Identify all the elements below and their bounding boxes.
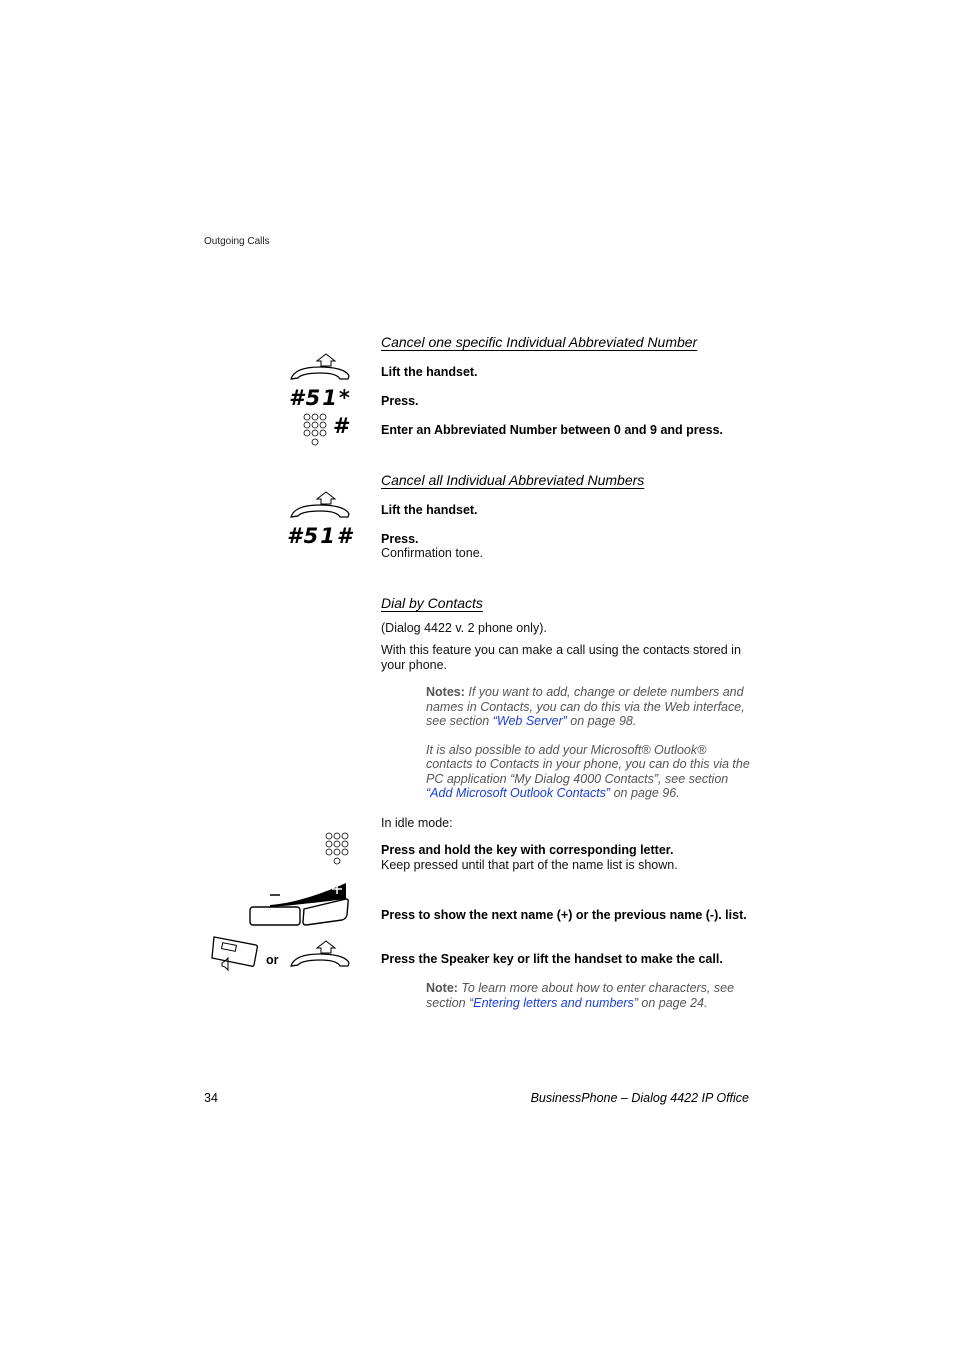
notes-block	[426, 685, 756, 801]
notes-label: Notes:	[426, 685, 465, 699]
section-heading-dial-by-contacts: Dial by Contacts	[381, 595, 483, 611]
step-press-hold: Press and hold the key with corresponding letter.	[381, 843, 674, 857]
entering-letters-link[interactable]: Entering letters and numbers	[473, 995, 634, 1010]
note-block	[426, 981, 746, 1010]
model-note: (Dialog 4422 v. 2 phone only).	[381, 621, 547, 635]
section-heading-cancel-one: Cancel one specific Individual Abbreviated Number	[381, 334, 698, 350]
section-heading-cancel-all: Cancel all Individual Abbreviated Numbers	[381, 472, 645, 488]
page-number: 34	[204, 1091, 218, 1105]
step-enter-number: Enter an Abbreviated Number between 0 and 9 and press.	[381, 423, 723, 437]
step-press-2: Press.	[381, 532, 419, 546]
footer-title: BusinessPhone – Dialog 4422 IP Office	[530, 1091, 749, 1105]
web-server-link[interactable]: “Web Server”	[492, 714, 567, 728]
notes-paragraph-1	[426, 685, 756, 729]
step-press-hold-sub: Keep pressed until that part of the name list is shown.	[381, 858, 678, 872]
step-lift-handset: Lift the handset.	[381, 365, 478, 379]
volume-keys-icon	[248, 881, 352, 929]
step-scroll: Press to show the next name (+) or the previous name (-). list.	[381, 908, 747, 922]
handset-lift-icon	[288, 490, 352, 520]
or-label: or	[266, 953, 279, 967]
step-make-call: Press the Speaker key or lift the handset to make the call.	[381, 952, 723, 966]
speaker-key-icon	[210, 935, 262, 973]
key-code-51-hash: #51#	[287, 524, 354, 548]
notes-text: on page 96.	[610, 786, 680, 800]
notes-paragraph-2	[426, 743, 756, 801]
outlook-contacts-link[interactable]: “Add Microsoft Outlook Contacts”	[426, 786, 611, 800]
handset-lift-icon	[288, 939, 352, 969]
key-code-51-star: #51*	[289, 386, 352, 410]
note-text: To learn more about how to enter characters, see section “	[426, 981, 735, 1010]
hash-key: #	[333, 414, 353, 438]
notes-text: It is also possible to add your Microsoft® Outlook® contacts to Contacts in your phone, you can do this via the PC application “My Dialog 4000 Contacts”, see section	[426, 742, 750, 786]
notes-text: If you want to add, change or delete numbers and names in Contacts, you can do this via the Web interface, see section	[426, 685, 745, 728]
note-text: ” on page 24.	[633, 995, 708, 1010]
intro-text: With this feature you can make a call using the contacts stored in your phone.	[381, 643, 741, 672]
notes-text: on page 98.	[566, 714, 637, 728]
keypad-icon	[325, 832, 351, 866]
step-press: Press.	[381, 394, 419, 408]
step-lift-handset-2: Lift the handset.	[381, 503, 478, 517]
running-head: Outgoing Calls	[204, 236, 270, 247]
confirmation-tone: Confirmation tone.	[381, 546, 484, 560]
handset-lift-icon	[288, 352, 352, 382]
keypad-icon	[303, 413, 329, 447]
note-label: Note:	[426, 981, 458, 995]
idle-mode-label: In idle mode:	[381, 816, 453, 830]
